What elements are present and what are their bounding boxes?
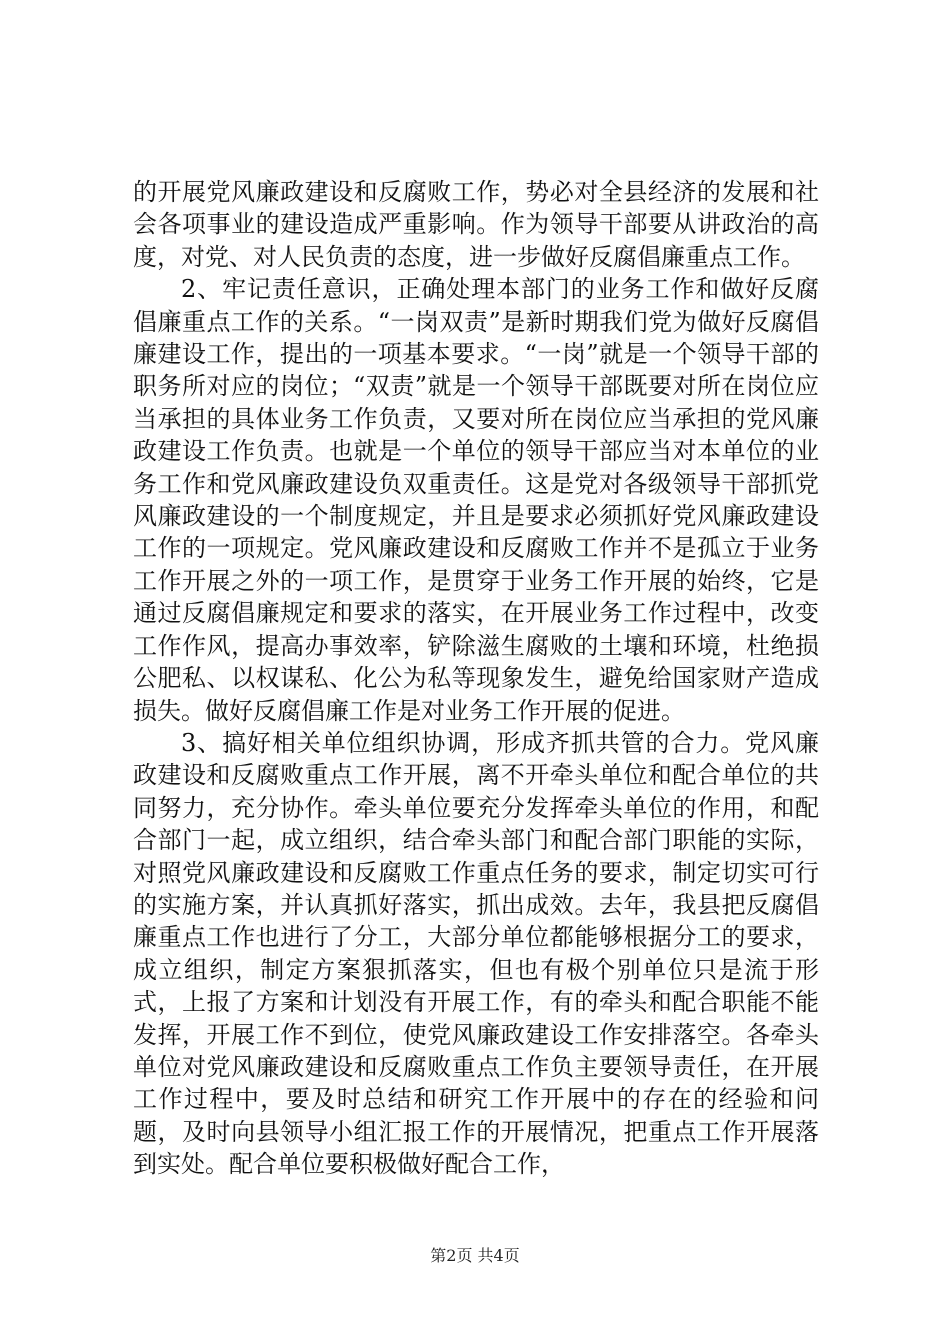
paragraph-2: 2、牢记责任意识，正确处理本部门的业务工作和做好反腐倡廉重点工作的关系。“一岗双责”是新时期我们党为做好反腐倡廉建设工作，提出的一项基本要求。“一岗”就是一个领导干部的职务所对应的岗位；“双责”就是一个领导干部既要对所在岗位应当承担的具体业务工作负责，又要对所在岗位应当承担的党风廉政建设工作负责。也就是一个单位的领导干部应当对本单位的业务工作和党风廉政建设负双重责任。这是党对各级领导干部抓党风廉政建设的一个制度规定，并且是要求必须抓好党风廉政建设工作的一项规定。党风廉政建设和反腐败工作并不是孤立于业务工作开展之外的一项工作，是贯穿于业务工作开展的始终，它是通过反腐倡廉规定和要求的落实，在开展业务工作过程中，改变工作作风，提高办事效率，铲除滋生腐败的土壤和环境，杜绝损公肥私、以权谋私、化公为私等现象发生，避免给国家财产造成损失。做好反腐倡廉工作是对业务工作开展的促进。 xyxy=(133,275,819,725)
document-body xyxy=(133,176,819,1181)
paragraph-3: 3、搞好相关单位组织协调，形成齐抓共管的合力。党风廉政建设和反腐败重点工作开展，离不开牵头单位和配合单位的共同努力，充分协作。牵头单位要充分发挥牵头单位的作用，和配合部门一起，成立组织，结合牵头部门和配合部门职能的实际，对照党风廉政建设和反腐败工作重点任务的要求，制定切实可行的实施方案，并认真抓好落实，抓出成效。去年，我县把反腐倡廉重点工作也进行了分工，大部分单位都能够根据分工的要求，成立组织，制定方案狠抓落实，但也有极个别单位只是流于形式，上报了方案和计划没有开展工作，有的牵头和配合职能不能发挥，开展工作不到位，使党风廉政建设工作安排落空。各牵头单位对党风廉政建设和反腐败重点工作负主要领导责任，在开展工作过程中，要及时总结和研究工作开展中的存在的经验和问题，及时向县领导小组汇报工作的开展情况，把重点工作开展落到实处。配合单位要积极做好配合工作， xyxy=(133,728,819,1179)
paragraph-1: 的开展党风廉政建设和反腐败工作，势必对全县经济的发展和社会各项事业的建设造成严重影响。作为领导干部要从讲政治的高度，对党、对人民负责的态度，进一步做好反腐倡廉重点工作。 xyxy=(133,178,819,271)
page-number-label: 第2页 共4页 xyxy=(430,1246,520,1265)
page-footer xyxy=(0,1243,950,1266)
